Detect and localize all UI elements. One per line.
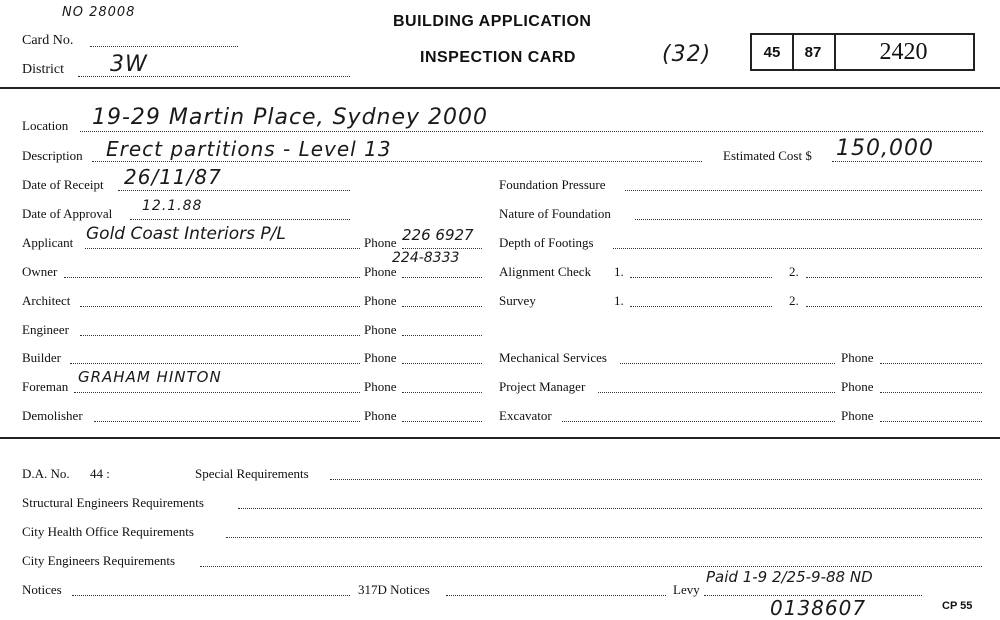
owner-phone-value: 224-8333 <box>392 250 460 266</box>
location-value: 19-29 Martin Place, Sydney 2000 <box>92 105 489 130</box>
foreman-phone-line <box>402 392 482 393</box>
demolisher-phone-label: Phone <box>364 408 397 423</box>
special-requirements-line <box>330 479 982 480</box>
demolisher-phone-line <box>402 421 482 422</box>
mechanical-phone-line <box>880 363 982 364</box>
owner-phone-label: Phone <box>364 264 397 279</box>
project-manager-phone-line <box>880 392 982 393</box>
card-no-label: Card No. <box>22 33 74 48</box>
engineer-label: Engineer <box>22 322 69 337</box>
demolisher-line <box>94 421 360 422</box>
applicant-phone-line <box>402 248 482 249</box>
description-line <box>92 161 702 162</box>
levy-value: Paid 1-9 2/25-9-88 ND <box>706 568 873 586</box>
depth-footings-line <box>613 248 982 249</box>
foreman-line <box>74 392 360 393</box>
levy-label: Levy <box>673 582 700 597</box>
builder-line <box>70 363 360 364</box>
circled-note: (32) <box>662 42 712 67</box>
foundation-pressure-label: Foundation Pressure <box>499 177 606 192</box>
notices-label: Notices <box>22 582 62 597</box>
divider-middle <box>0 437 1000 439</box>
survey-2-label: 2. <box>789 293 799 308</box>
date-receipt-line <box>118 190 350 191</box>
health-requirements-label: City Health Office Requirements <box>22 524 194 539</box>
notices-317d-label: 317D Notices <box>358 582 430 597</box>
city-engineers-label: City Engineers Requirements <box>22 553 176 568</box>
applicant-phone-value: 226 6927 <box>402 226 474 244</box>
card-no-line <box>90 46 238 47</box>
da-no-label: D.A. No. <box>22 466 70 481</box>
box-cell-a: 45 <box>752 35 794 69</box>
date-receipt-label: Date of Receipt <box>22 177 104 192</box>
district-value: 3W <box>110 52 148 77</box>
mechanical-services-line <box>620 363 835 364</box>
notices-line <box>72 595 350 596</box>
mechanical-phone-label: Phone <box>841 350 874 365</box>
engineer-phone-label: Phone <box>364 322 397 337</box>
depth-footings-label: Depth of Footings <box>499 235 594 250</box>
engineer-line <box>80 335 360 336</box>
nature-foundation-line <box>635 219 982 220</box>
description-value: Erect partitions - Level 13 <box>106 137 392 161</box>
structural-requirements-label: Structural Engineers Requirements <box>22 495 204 510</box>
excavator-phone-line <box>880 421 982 422</box>
alignment-1-line <box>630 277 772 278</box>
survey-1-label: 1. <box>614 293 624 308</box>
survey-2-line <box>806 306 982 307</box>
special-requirements-label: Special Requirements <box>195 466 309 481</box>
excavator-phone-label: Phone <box>841 408 874 423</box>
builder-label: Builder <box>22 350 61 365</box>
health-requirements-line <box>226 537 982 538</box>
mechanical-services-label: Mechanical Services <box>499 350 607 365</box>
alignment-2-line <box>806 277 982 278</box>
demolisher-label: Demolisher <box>22 408 83 423</box>
applicant-value: Gold Coast Interiors P/L <box>86 224 286 244</box>
architect-phone-line <box>402 306 482 307</box>
city-engineers-line <box>200 566 982 567</box>
foreman-value: GRAHAM HINTON <box>78 368 222 386</box>
receipt-number: 0138607 <box>770 596 867 620</box>
notices-317d-line <box>446 595 666 596</box>
structural-requirements-line <box>238 508 982 509</box>
card-number-box <box>750 33 975 71</box>
foundation-pressure-line <box>625 190 982 191</box>
builder-phone-label: Phone <box>364 350 397 365</box>
alignment-2-label: 2. <box>789 264 799 279</box>
da-no-value: 44 : <box>90 466 110 481</box>
form-code: CP 55 <box>942 600 973 612</box>
project-manager-line <box>598 392 835 393</box>
survey-1-line <box>630 306 772 307</box>
architect-phone-label: Phone <box>364 293 397 308</box>
alignment-1-label: 1. <box>614 264 624 279</box>
title-line-2: INSPECTION CARD <box>420 49 576 66</box>
title-line-1: BUILDING APPLICATION <box>393 13 592 30</box>
date-approval-value: 12.1.88 <box>142 198 203 214</box>
box-card-number: 2420 <box>879 38 928 65</box>
owner-line <box>64 277 360 278</box>
date-approval-line <box>130 219 350 220</box>
project-manager-phone-label: Phone <box>841 379 874 394</box>
alignment-check-label: Alignment Check <box>499 264 592 279</box>
top-handwritten-note: NO 28008 <box>62 5 136 20</box>
engineer-phone-line <box>402 335 482 336</box>
survey-label: Survey <box>499 293 536 308</box>
builder-phone-line <box>402 363 482 364</box>
divider-top <box>0 87 1000 89</box>
location-label: Location <box>22 118 69 133</box>
nature-foundation-label: Nature of Foundation <box>499 206 611 221</box>
foreman-label: Foreman <box>22 379 69 394</box>
estimated-cost-line <box>832 161 982 162</box>
description-label: Description <box>22 148 83 163</box>
district-label: District <box>22 62 64 77</box>
architect-label: Architect <box>22 293 71 308</box>
applicant-line <box>85 248 360 249</box>
box-cell-b: 87 <box>792 35 836 69</box>
date-receipt-value: 26/11/87 <box>124 165 222 189</box>
project-manager-label: Project Manager <box>499 379 586 394</box>
estimated-cost-label: Estimated Cost $ <box>723 148 812 163</box>
excavator-line <box>562 421 835 422</box>
foreman-phone-label: Phone <box>364 379 397 394</box>
owner-phone-line <box>402 277 482 278</box>
date-approval-label: Date of Approval <box>22 206 113 221</box>
excavator-label: Excavator <box>499 408 552 423</box>
applicant-label: Applicant <box>22 235 74 250</box>
estimated-cost-value: 150,000 <box>836 136 934 161</box>
owner-label: Owner <box>22 264 58 279</box>
applicant-phone-label: Phone <box>364 235 397 250</box>
architect-line <box>80 306 360 307</box>
location-line <box>80 131 983 132</box>
